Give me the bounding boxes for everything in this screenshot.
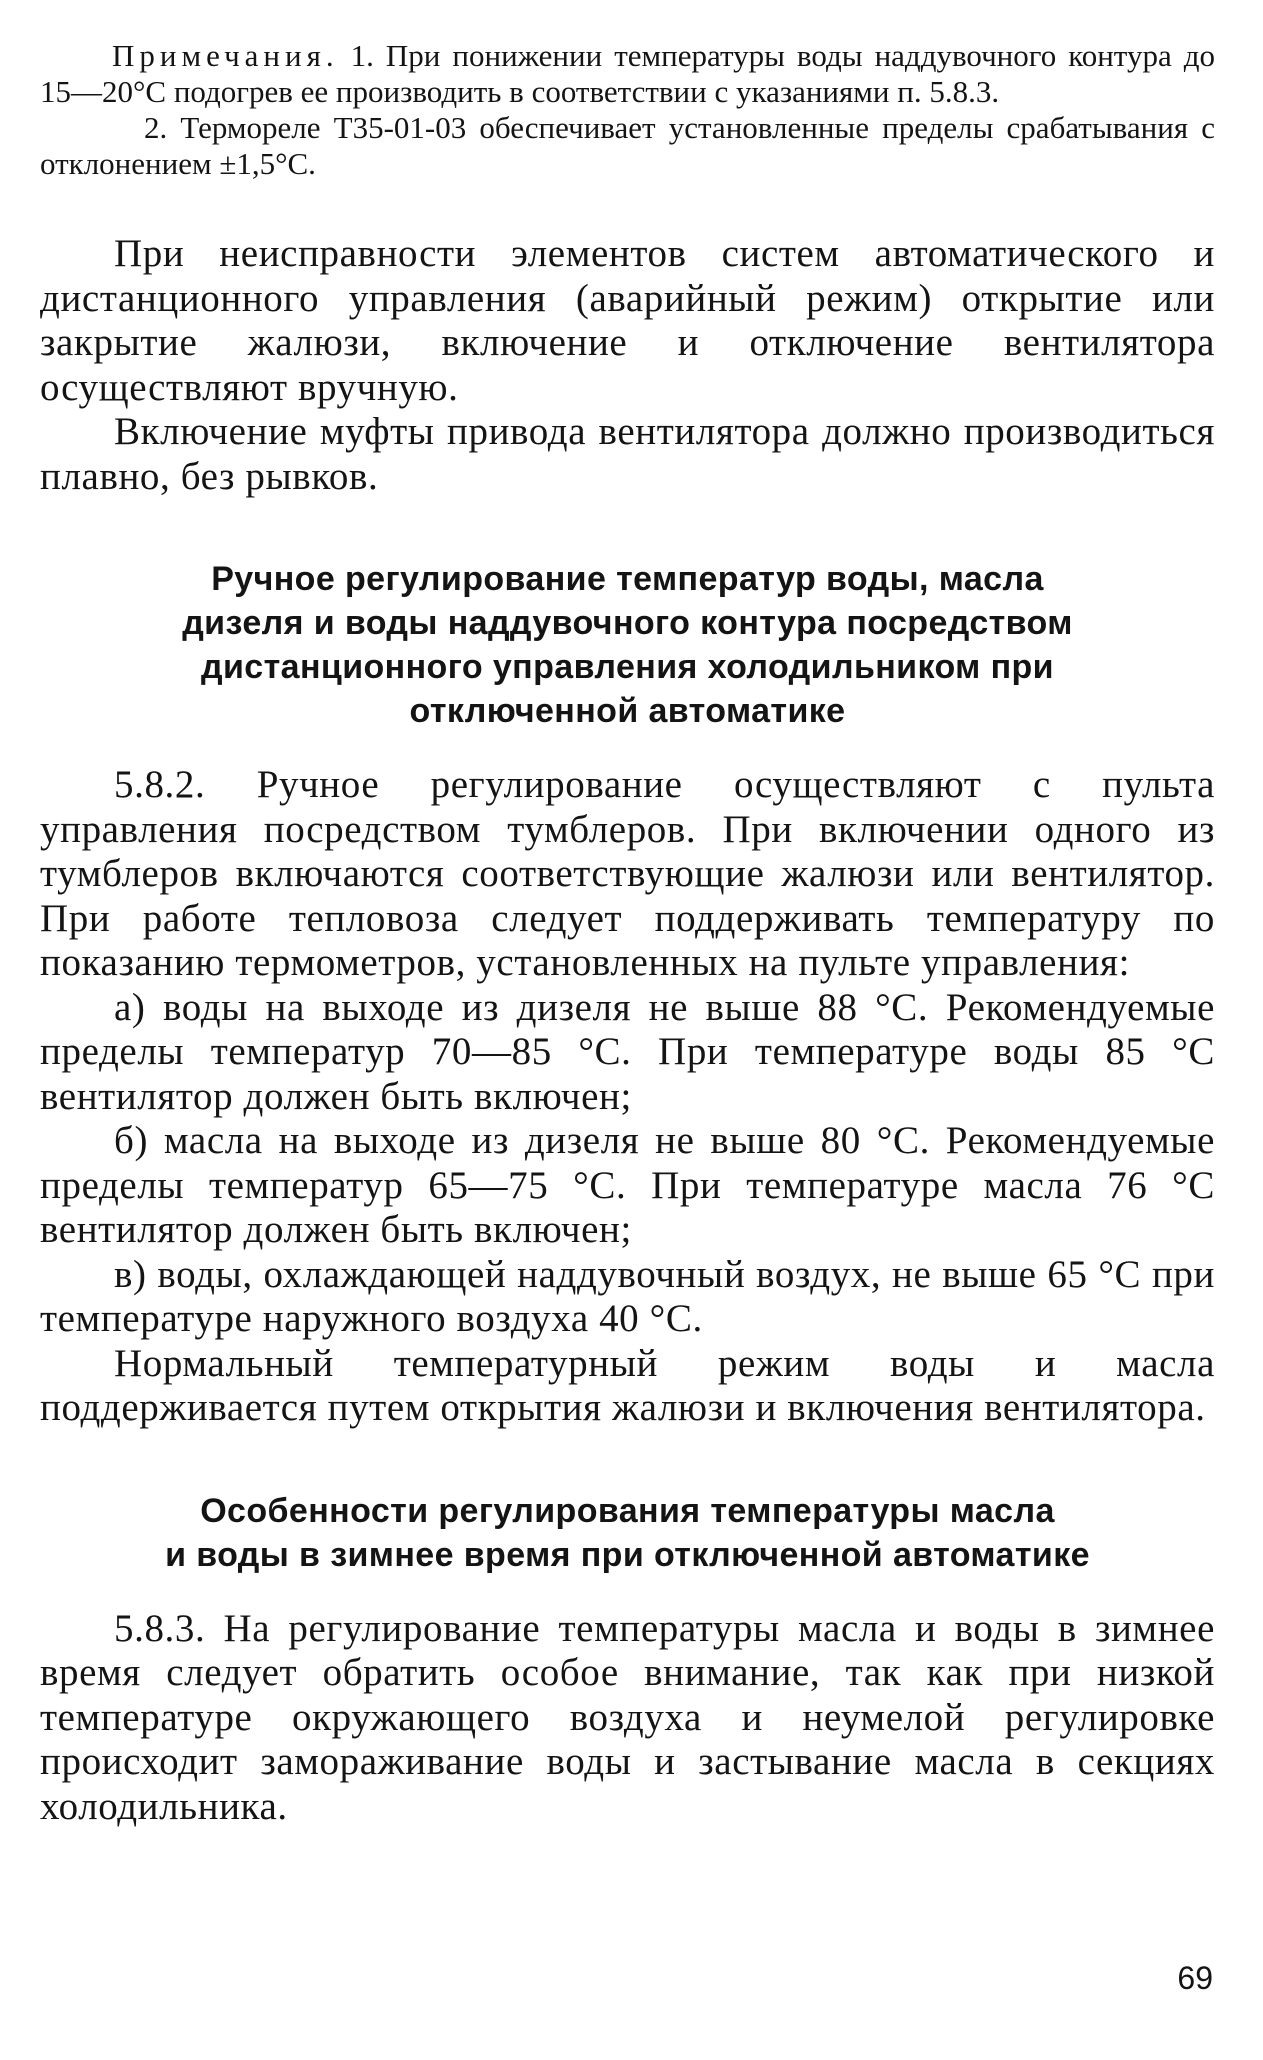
paragraph-5-8-3: 5.8.3. На регулирование температуры масла и воды в зимнее время следует обратить особое внимание, так как при низкой температуре окружающего воздуха и неумелой регулировке происходит замораживание воды и застывание масла в секциях холодильника. xyxy=(40,1606,1215,1828)
paragraph-normal-mode: Нормальный температурный режим воды и масла поддерживается путем открытия жалюзи и включения вентилятора. xyxy=(40,1341,1215,1429)
note-2: 2. Термореле Т35-01-03 обеспечивает установленные пределы срабатывания с отклонением ±1,5°С. xyxy=(40,110,1215,181)
list-item-c: в) воды, охлаждающей наддувочный воздух, не выше 65 °С при температуре наружного воздуха 40 °С. xyxy=(40,1252,1215,1340)
section-manual-heading xyxy=(40,557,1215,733)
intro-text xyxy=(40,232,1215,499)
intro-paragraph-2: Включение муфты привода вентилятора должно производиться плавно, без рывков. xyxy=(40,410,1215,498)
list-item-b: б) масла на выходе из дизеля не выше 80 °С. Рекомендуемые пределы температур 65—75 °С. При температуре масла 76 °С вентилятор должен быть включен; xyxy=(40,1119,1215,1251)
notes-block xyxy=(40,38,1215,182)
section-winter-heading-line-1: Особенности регулирования температуры масла xyxy=(200,1491,1055,1530)
note-1-text: 1. При понижении температуры воды наддувочного контура до 15—20°С подогрев ее производить в соответствии с указаниями п. 5.8.3. xyxy=(40,38,1215,109)
notes-heading: Примечания. xyxy=(112,38,339,73)
section-manual-heading-line-2: дизеля и воды наддувочного контура посредством xyxy=(182,604,1073,642)
paragraph-5-8-2: 5.8.2. Ручное регулирование осуществляют с пульта управления посредством тумблеров. При включении одного из тумблеров включаются соответствующие жалюзи или вентилятор. При работе тепловоза следует поддерживать температуру по показанию термометров, установленных на пульте управления: xyxy=(40,763,1215,984)
section-winter-heading-line-2: и воды в зимнее время при отключенной автоматике xyxy=(165,1535,1090,1574)
book-page xyxy=(40,38,1215,1829)
page-number: 69 xyxy=(1177,1960,1213,1996)
section-winter-heading xyxy=(40,1489,1215,1577)
intro-paragraph-1: При неисправности элементов систем автоматического и дистанционного управления (аварийный режим) открытие или закрытие жалюзи, включение и отключение вентилятора осуществляют вручную. xyxy=(40,232,1215,409)
list-item-a: а) воды на выходе из дизеля не выше 88 °С. Рекомендуемые пределы температур 70—85 °С. При температуре воды 85 °С вентилятор должен быть включен; xyxy=(40,985,1215,1118)
note-1 xyxy=(40,38,1215,110)
section-manual-text xyxy=(40,763,1215,1431)
section-manual-heading-line-1: Ручное регулирование температур воды, масла xyxy=(211,560,1044,598)
section-manual-heading-line-3: дистанционного управления холодильником при xyxy=(201,648,1054,686)
section-manual-heading-line-4: отключенной автоматике xyxy=(409,692,846,730)
section-winter-text xyxy=(40,1607,1215,1830)
